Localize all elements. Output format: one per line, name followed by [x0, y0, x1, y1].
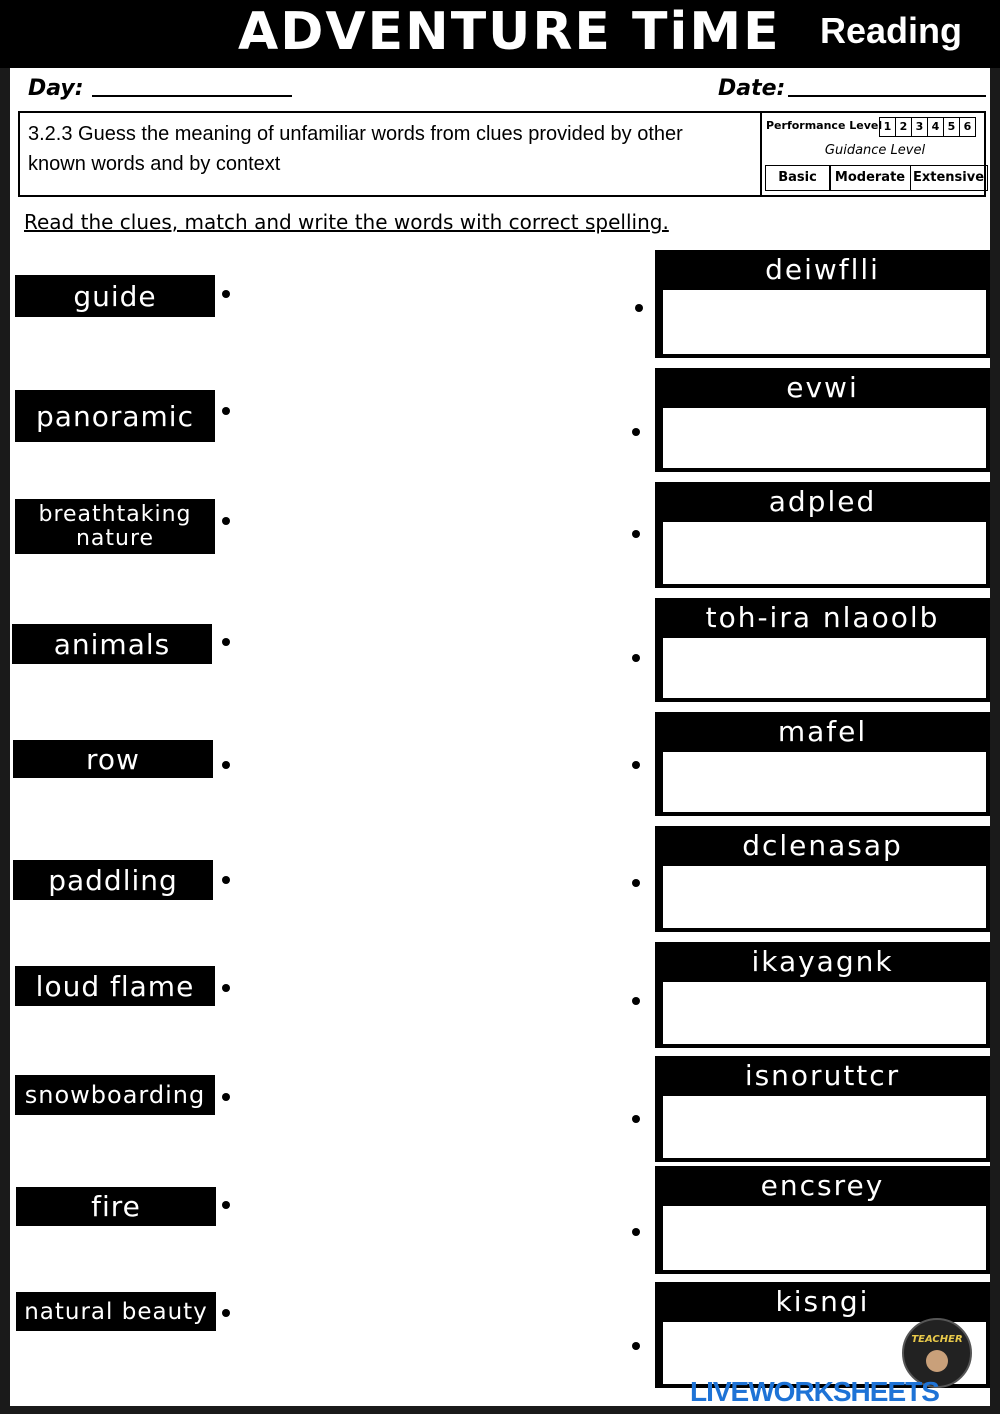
answer-input[interactable]	[663, 1096, 986, 1158]
match-dot-right[interactable]	[632, 1115, 640, 1123]
performance-label: Performance Level	[766, 119, 883, 132]
match-dot-left[interactable]	[222, 290, 230, 298]
guidance-extensive: Extensive	[910, 165, 988, 191]
match-dot-left[interactable]	[222, 876, 230, 884]
scrambled-word: evwi	[786, 371, 859, 404]
word-card	[655, 712, 990, 816]
match-dot-left[interactable]	[222, 1093, 230, 1101]
guidance-levels	[766, 165, 988, 191]
level-1: 1	[879, 117, 896, 137]
guidance-label: Guidance Level	[824, 143, 926, 158]
guidance-basic: Basic	[765, 165, 831, 191]
scrambled-word: ikayagnk	[751, 945, 894, 978]
performance-levels	[880, 117, 976, 137]
clue-guide: guide	[15, 275, 215, 317]
scrambled-word: dclenasap	[742, 829, 903, 862]
level-5: 5	[943, 117, 960, 137]
level-6: 6	[959, 117, 976, 137]
match-dot-right[interactable]	[632, 530, 640, 538]
word-card	[655, 1166, 990, 1274]
word-card	[655, 598, 990, 702]
worksheet-title: ADVENTURE TiME	[238, 2, 781, 62]
objective-box	[18, 111, 986, 197]
match-dot-right[interactable]	[632, 654, 640, 662]
clue-natural-beauty: natural beauty	[16, 1292, 216, 1331]
level-2: 2	[895, 117, 912, 137]
badge-text: TEACHER	[911, 1334, 963, 1345]
answer-input[interactable]	[663, 866, 986, 928]
word-card	[655, 826, 990, 932]
scrambled-word: adpled	[768, 485, 877, 518]
match-dot-right[interactable]	[632, 428, 640, 436]
clue-row: row	[13, 740, 213, 778]
clue-breathtaking-nature: breathtaking nature	[15, 499, 215, 554]
level-3: 3	[911, 117, 928, 137]
match-dot-right[interactable]	[632, 997, 640, 1005]
date-line	[788, 95, 986, 97]
avatar-icon	[926, 1350, 948, 1372]
clue-animals: animals	[12, 624, 212, 664]
match-dot-right[interactable]	[635, 304, 643, 312]
answer-input[interactable]	[663, 638, 986, 698]
match-dot-left[interactable]	[222, 984, 230, 992]
level-4: 4	[927, 117, 944, 137]
liveworksheets-logo[interactable]: LIVEWORKSHEETS	[690, 1376, 939, 1407]
match-dot-left[interactable]	[222, 1201, 230, 1209]
answer-input[interactable]	[663, 752, 986, 812]
clue-paddling: paddling	[13, 860, 213, 900]
match-dot-left[interactable]	[222, 638, 230, 646]
match-dot-left[interactable]	[222, 517, 230, 525]
clue-panoramic: panoramic	[15, 390, 215, 442]
word-card	[655, 250, 990, 358]
word-card	[655, 482, 990, 588]
match-dot-left[interactable]	[222, 407, 230, 415]
answer-input[interactable]	[663, 408, 986, 468]
match-dot-right[interactable]	[632, 761, 640, 769]
guidance-moderate: Moderate	[829, 165, 911, 191]
day-label: Day:	[28, 76, 84, 101]
match-dot-right[interactable]	[632, 1228, 640, 1236]
scrambled-word: encsrey	[760, 1169, 885, 1202]
answer-input[interactable]	[663, 1206, 986, 1270]
answer-input[interactable]	[663, 982, 986, 1044]
performance-panel	[760, 113, 988, 195]
match-dot-left[interactable]	[222, 1309, 230, 1317]
scrambled-word: isnoruttcr	[744, 1059, 901, 1092]
match-dot-right[interactable]	[632, 1342, 640, 1350]
scrambled-word: deiwflli	[765, 253, 880, 286]
instruction-text: Read the clues, match and write the words with correct spelling.	[24, 210, 669, 234]
date-label: Date:	[718, 76, 786, 101]
match-dot-right[interactable]	[632, 879, 640, 887]
header-bar	[0, 0, 1000, 68]
word-card	[655, 942, 990, 1048]
match-dot-left[interactable]	[222, 761, 230, 769]
word-card	[655, 368, 990, 472]
objective-text: 3.2.3 Guess the meaning of unfamiliar words from clues provided by other known words and by context	[28, 123, 683, 175]
answer-input[interactable]	[663, 522, 986, 584]
clue-snowboarding: snowboarding	[15, 1075, 215, 1115]
day-line	[92, 95, 292, 97]
answer-input[interactable]	[663, 290, 986, 354]
scrambled-word: toh-ira nlaoolb	[705, 601, 940, 634]
clue-fire: fire	[16, 1187, 216, 1226]
scrambled-word: kisngi	[775, 1285, 870, 1318]
clue-loud-flame: loud flame	[15, 966, 215, 1006]
subject-label: Reading	[820, 10, 963, 51]
word-card	[655, 1056, 990, 1162]
scrambled-word: mafel	[777, 715, 868, 748]
